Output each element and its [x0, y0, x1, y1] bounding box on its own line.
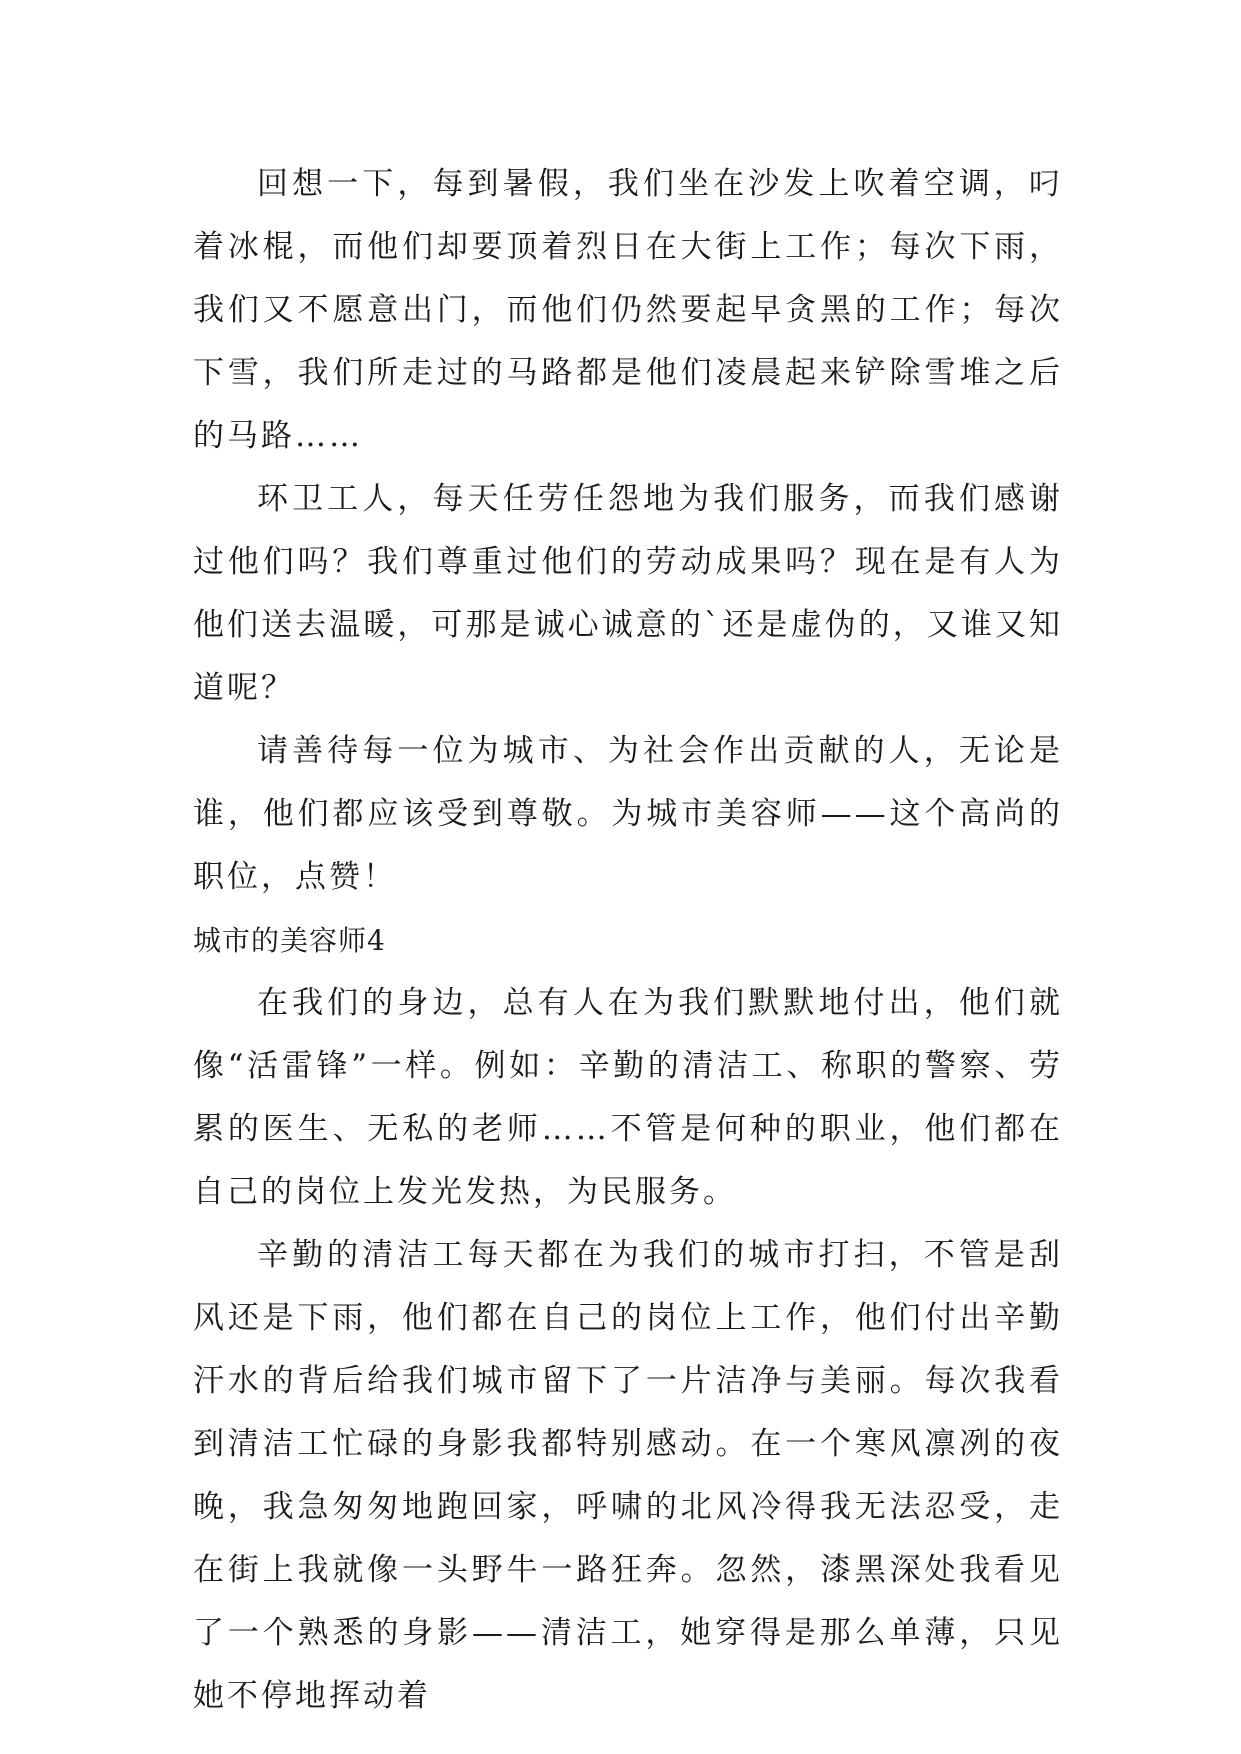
paragraph-respect: 请善待每一位为城市、为社会作出贡献的人，无论是谁，他们都应该受到尊敬。为城市美容师——这个高尚的职位，点赞！ — [193, 733, 1063, 895]
section-heading: 城市的美容师4 — [193, 924, 386, 957]
paragraph-sanitation-workers: 环卫工人，每天任劳任怨地为我们服务，而我们感谢过他们吗？我们尊重过他们的劳动成果吗？现在是有人为他们送去温暖，可那是诚心诚意的`还是虚伪的，又谁又知道呢？ — [193, 481, 1063, 706]
paragraph-living-leifeng: 在我们的身边，总有人在为我们默默地付出，他们就像“活雷锋”一样。例如：辛勤的清洁工、称职的警察、劳累的医生、无私的老师……不管是何种的职业，他们都在自己的岗位上发光发热，为民服务。 — [193, 985, 1063, 1210]
paragraph-diligent-cleaner: 辛勤的清洁工每天都在为我们的城市打扫，不管是刮风还是下雨，他们都在自己的岗位上工作，他们付出辛勤汗水的背后给我们城市留下了一片洁净与美丽。每次我看到清洁工忙碌的身影我都特别感动。在一个寒风凛冽的夜晚，我急匆匆地跑回家，呼啸的北风冷得我无法忍受，走在街上我就像一头野牛一路狂奔。忽然，漆黑深处我看见了一个熟悉的身影——清洁工，她穿得是那么单薄，只见她不停地挥动着 — [193, 1237, 1063, 1714]
document-page — [193, 153, 1063, 1728]
paragraph-summer-recall: 回想一下，每到暑假，我们坐在沙发上吹着空调，叼着冰棍，而他们却要顶着烈日在大街上工作；每次下雨，我们又不愿意出门，而他们仍然要起早贪黑的工作；每次下雪，我们所走过的马路都是他们凌晨起来铲除雪堆之后的马路…… — [193, 166, 1063, 454]
